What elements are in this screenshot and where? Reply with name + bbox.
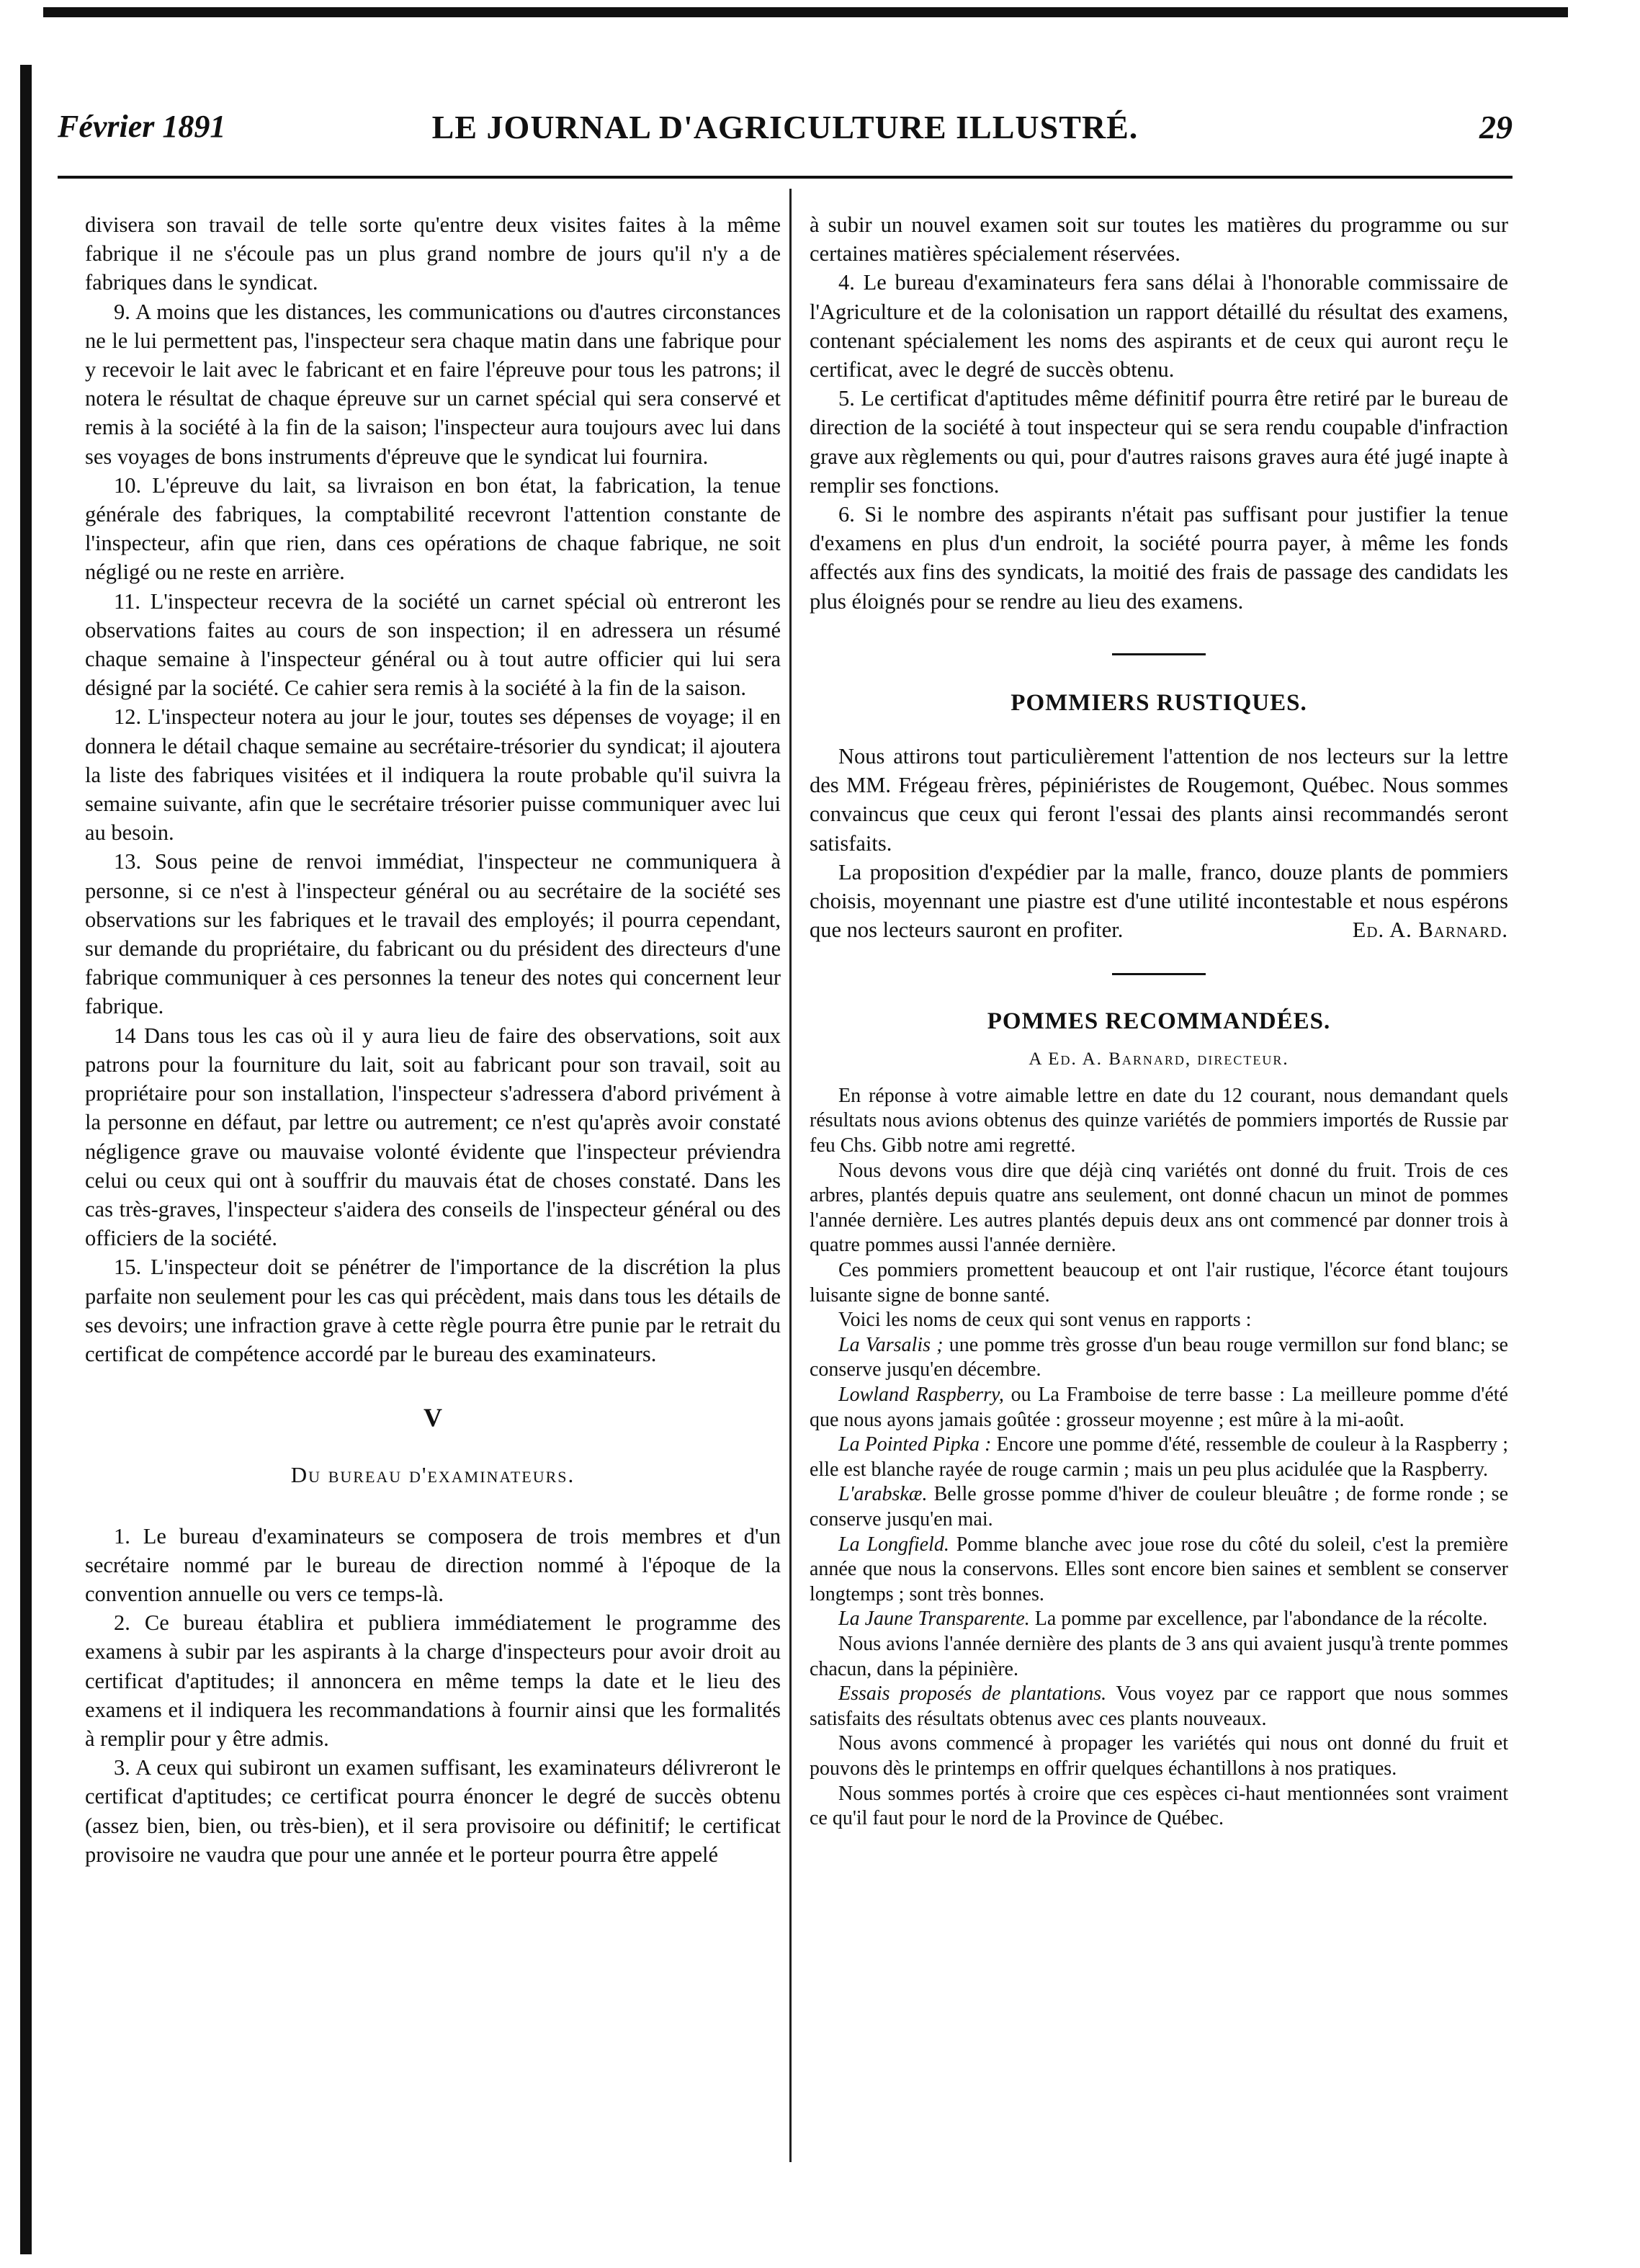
letter-address: A Ed. A. Barnard, directeur. (1029, 1049, 1289, 1069)
variety-entry (810, 1383, 1508, 1433)
page-number: 29 (1479, 109, 1513, 145)
letter-paragraph: Nous avons commencé à propager les variétés qui nous ont donné du fruit et pouvons dès le printemps en offrir quelques échantillons à nos pratiques. (810, 1732, 1508, 1780)
variety-entry (810, 1433, 1508, 1482)
pommes-heading: POMMES RECOMMANDÉES. (987, 1008, 1331, 1035)
signature: Ed. A. Barnard. (1352, 918, 1508, 943)
left-column (85, 210, 781, 1869)
section-title: Du bureau d'examinateurs. (290, 1462, 575, 1488)
left-binding-edge (20, 65, 32, 2254)
letter-paragraph: Nous avions l'année dernière des plants de 3 ans qui avaient jusqu'à trente pommes chacun, dans la pépinière. (810, 1632, 1508, 1680)
variety-name: La Longfield. (838, 1533, 949, 1556)
top-border-rule (43, 7, 1568, 17)
pommiers-heading: POMMIERS RUSTIQUES. (1011, 689, 1307, 716)
bureau-article-4: 4. Le bureau d'examinateurs fera sans délai à l'honorable commissaire de l'Agriculture et de la colonisation un rapport détaillé du résultat des examens, contenant spécialement les noms des aspirants et de ceux qui auront reçu le certificat, avec le degré de succès obtenu. (810, 270, 1508, 382)
article-14: 14 Dans tous les cas où il y aura lieu de faire des observations, soit aux patrons pour la fourniture du lait, soit au fabricant pour son travail, soit au propriétaire pour son installation, l'inspecteur s'adressera d'abord privément à la personne en défaut, par lettre ou autrement; ce n'est qu'après avoir constaté négligence grave ou mauvaise volonté évidente que l'inspecteur préviendra celui ou ceux qui ont à souffrir du mauvais état de choses constaté. Dans les cas très-graves, l'inspecteur s'aidera des conseils de l'inspecteur général ou des officiers de la société. (85, 1023, 781, 1251)
article-10: 10. L'épreuve du lait, sa livraison en bon état, la fabrication, la tenue générale des fabriques, la comptabilité recevront l'attention constante de l'inspecteur, afin que rien, dans ces opérations de chaque fabrique, ne soit négligé ou ne reste en arrière. (85, 472, 781, 585)
paragraph-continuation: divisera son travail de telle sorte qu'entre deux visites faites à la même fabrique il ne s'écoule pas un plus grand nombre de jours qu'il n'y a de fabriques dans le syndicat. (85, 212, 781, 295)
bureau-article-3: 3. A ceux qui subiront un examen suffisant, les examinateurs délivreront le certificat d'aptitudes; ce certificat pourra énoncer le degré de succès obtenu (assez bien, bien, ou très-bien), et il sera provisoire ou définitif; le certificat provisoire ne vaudra que pour une année et le porteur pourra être appelé (85, 1755, 781, 1867)
letter-paragraph: Ces pommiers promettent beaucoup et ont l'air rustique, l'écorce étant toujours luisante signe de bonne santé. (810, 1259, 1508, 1306)
variety-name: La Pointed Pipka : (838, 1433, 992, 1456)
letter-paragraph: Nous devons vous dire que déjà cinq variétés ont donné du fruit. Trois de ces arbres, plantés depuis quatre ans seulement, ont donné chacun un minot de pommes l'année dernière. Les autres plantés depuis deux ans ont commencé par donner trois à quatre pommes aussi l'année dernière. (810, 1159, 1508, 1257)
paragraph-continuation-right: à subir un nouvel examen soit sur toutes les matières du programme ou sur certaines matières spécialement réservées. (810, 212, 1508, 266)
variety-description: Pomme blanche avec joue rose du côté du soleil, c'est la première année que nous la conservons. Elles sont encore bien saines et semblent se conserver longtemps ; sont très bonnes. (810, 1533, 1508, 1605)
article-12: 12. L'inspecteur notera au jour le jour, toutes ses dépenses de voyage; il en donnera le détail chaque semaine au secrétaire-trésorier du syndicat; il ajoutera la liste des fabriques visitées et il indiquera la route probable qu'il suivra la semaine suivante, afin que le secrétaire trésorier puisse communiquer avec lui au besoin. (85, 704, 781, 846)
letter-body (810, 1084, 1508, 1832)
variety-entry (810, 1533, 1508, 1608)
variety-description: une pomme très grosse d'un beau rouge vermillon sur fond blanc; se conserve jusqu'en décembre. (810, 1333, 1508, 1381)
variety-entry (810, 1682, 1508, 1731)
bureau-article-1: 1. Le bureau d'examinateurs se composera de trois membres et d'un secrétaire nommé par le bureau de direction nommé à l'époque de la convention annuelle ou vers ce temps-là. (85, 1523, 781, 1606)
variety-description: ou La Framboise de terre basse : La meilleure pomme d'été que nous ayons jamais goûtée : grosseur moyenne ; est mûre à la mi-août. (810, 1384, 1508, 1431)
variety-name: La Varsalis ; (838, 1333, 944, 1356)
bureau-article-5: 5. Le certificat d'aptitudes même définitif pourra être retiré par le bureau de direction de la société à tout inspecteur qui se sera rendu coupable d'infraction grave aux règlements ou qui, pour d'autres raisons graves aura été jugé inapte à remplir ses fonctions. (810, 386, 1508, 498)
bureau-article-2: 2. Ce bureau établira et publiera immédiatement le programme des examens à subir par les aspirants à la charge d'inspecteurs pour avoir droit au certificat d'aptitudes; il annoncera en même temps la date et le lieu des examens et il indiquera les recommandations à fournir ainsi que les formalités à remplir pour y être admis. (85, 1610, 781, 1751)
article-15: 15. L'inspecteur doit se pénétrer de l'importance de la discrétion la plus parfaite non seulement pour les cas qui précèdent, mais dans tous les détails de ses devoirs; une infraction grave à cette règle pourra être punie par le retrait du certificat de compétence accordé par le bureau des examinateurs. (85, 1255, 781, 1366)
variety-description: Vous voyez par ce rapport que nous sommes satisfaits des résultats obtenus avec ces plants nouveaux. (810, 1682, 1508, 1730)
variety-name: La Jaune Transparente. (838, 1608, 1030, 1631)
letter-paragraph: Voici les noms de ceux qui sont venus en rapports : (838, 1309, 1252, 1332)
variety-entry (810, 1482, 1508, 1532)
article-13: 13. Sous peine de renvoi immédiat, l'inspecteur ne communiquera à personne, si ce n'est à l'inspecteur général ou au secrétaire de la société ses observations sur les fabriques et le travail des employés; il pourra cependant, sur demande du propriétaire, du fabricant ou du président des directeurs d'une fabrique communiquer à ces personnes la teneur des notes qui concernent leur fabrique. (85, 849, 781, 1019)
variety-description: La pomme par excellence, par l'abondance de la récolte. (1029, 1608, 1488, 1631)
variety-entry (810, 1607, 1508, 1632)
article-11: 11. L'inspecteur recevra de la société un carnet spécial où entreront les observations faites au cours de son inspection; il en adressera un résumé chaque semaine à l'inspecteur général ou à tout autre officier qui lui sera désigné par la société. Ce cahier sera remis à la société à la fin de la saison. (85, 588, 781, 701)
variety-entry (810, 1333, 1508, 1383)
pommiers-paragraph-1: Nous attirons tout particulièrement l'attention de nos lecteurs sur la lettre des MM. Frégeau frères, pépiniéristes de Rougemont, Québec. Nous sommes convaincus que ceux qui feront l'essai des plants ainsi recommandés seront satisfaits. (810, 744, 1508, 856)
journal-title: LE JOURNAL D'AGRICULTURE ILLUSTRÉ. (431, 109, 1139, 145)
column-divider (789, 189, 792, 2162)
right-column (810, 210, 1508, 1832)
variety-description: Encore une pomme d'été, ressemble de couleur à la Raspberry ; elle est blanche rayée de rouge carmin ; mais un peu plus acidulée que la Raspberry. (810, 1433, 1508, 1481)
page-header (58, 108, 1513, 151)
section-number: V (424, 1403, 442, 1433)
variety-name: Lowland Raspberry, (838, 1384, 1004, 1406)
pommiers-paragraph-2-text: La proposition d'expédier par la malle, franco, douze plants de pommiers choisis, moyennant une piastre est d'une utilité incontestable et nous espérons que nos lecteurs sauront en profiter. (810, 859, 1508, 943)
variety-name: L'arabskæ. (838, 1483, 928, 1506)
letter-paragraph: Nous sommes portés à croire que ces espèces ci-haut mentionnées sont vraiment ce qu'il faut pour le nord de la Province de Québec. (810, 1782, 1508, 1830)
header-date: Février 1891 (58, 109, 226, 144)
header-rule (58, 176, 1513, 179)
letter-paragraph: En réponse à votre aimable lettre en date du 12 courant, nous demandant quels résultats nous avions obtenus des quinze variétés de pommiers importés de Russie par feu Chs. Gibb notre ami regretté. (810, 1084, 1508, 1157)
variety-name: Essais proposés de plantations. (838, 1682, 1107, 1706)
article-9: 9. A moins que les distances, les communications ou d'autres circonstances ne le lui permettent pas, l'inspecteur sera chaque matin dans une fabrique pour y recevoir le lait avec le fabricant et en faire l'épreuve pour tous les patrons; il notera le résultat de chaque épreuve sur un carnet spécial qui sera conservé et remis à la société à la fin de la saison; l'inspecteur aura toujours avec lui dans ses voyages de bons instruments d'épreuve que le syndicat lui fournira. (85, 299, 781, 469)
bureau-article-6: 6. Si le nombre des aspirants n'était pas suffisant pour justifier la tenue d'examens en plus d'un endroit, la société pourra payer, à même les fonds affectés aux fins des syndicats, la moitié des frais de passage des candidats les plus éloignés pour se rendre au lieu des examens. (810, 502, 1508, 614)
variety-description: Belle grosse pomme d'hiver de couleur bleuâtre ; de forme ronde ; se conserve jusqu'en mai. (810, 1483, 1508, 1530)
pommiers-paragraph-2 (810, 858, 1508, 945)
